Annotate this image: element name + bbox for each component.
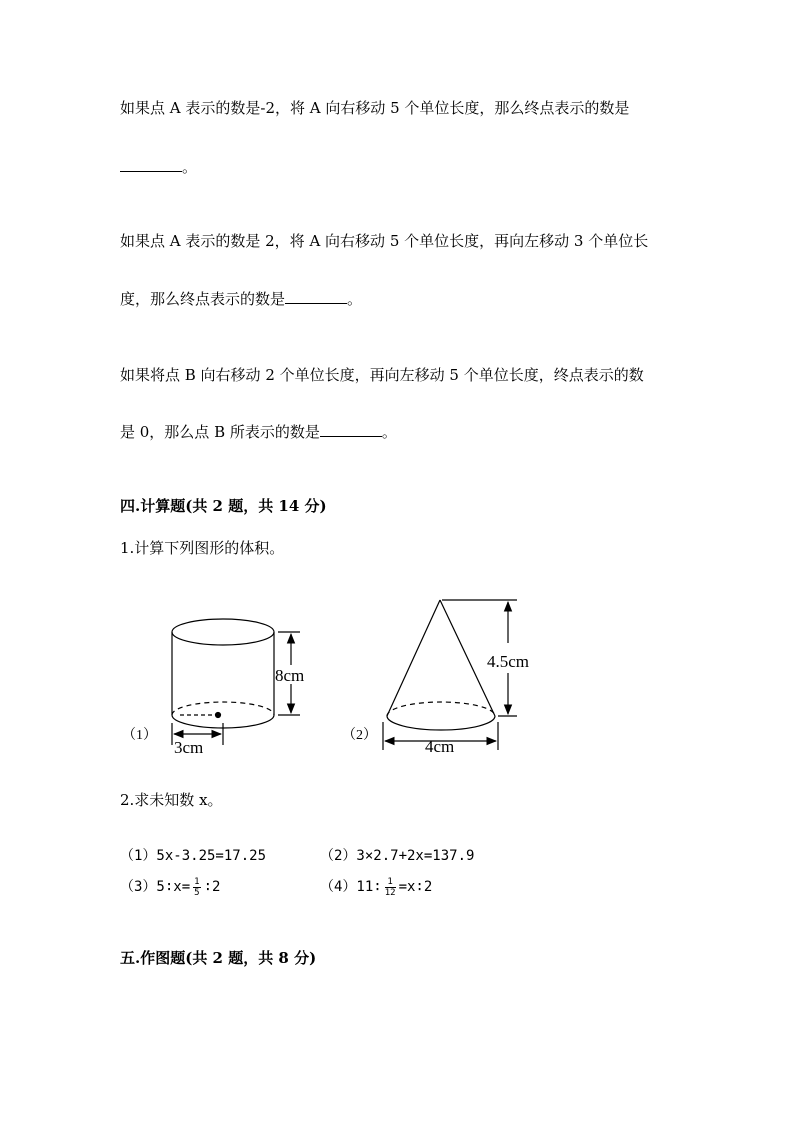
problem-1-line-1: 如果点 A 表示的数是-2，将 A 向右移动 5 个单位长度，那么终点表示的数是 <box>120 99 630 117</box>
cylinder-label: （1） <box>122 728 157 743</box>
problem-2-line-2 <box>120 288 362 309</box>
question-1-prompt: 1.计算下列图形的体积。 <box>120 539 285 557</box>
equation-4 <box>320 876 432 898</box>
cone-base-front <box>387 716 495 730</box>
problem-3-answer-blank[interactable] <box>320 422 382 437</box>
problem-1-line-2 <box>120 156 197 177</box>
problem-2-line-1: 如果点 A 表示的数是 2，将 A 向右移动 5 个单位长度，再向左移动 3 个单位长 <box>120 232 649 250</box>
problem-2-answer-blank[interactable] <box>285 289 347 304</box>
cylinder-top-ellipse <box>172 619 274 645</box>
problem-1-line-2-suffix: 。 <box>182 158 198 176</box>
cone-base-back <box>387 702 495 716</box>
geometry-figures <box>0 580 794 810</box>
cylinder-radius-label: 3cm <box>174 738 204 757</box>
problem-2-line-2-prefix: 度，那么终点表示的数是 <box>120 290 286 308</box>
problem-3-line-1: 如果将点 B 向右移动 2 个单位长度，再向左移动 5 个单位长度，终点表示的数 <box>120 366 644 384</box>
cylinder-bottom-back <box>172 702 274 715</box>
problem-3-line-2 <box>120 421 397 442</box>
equation-4-numerator: 1 <box>385 877 396 888</box>
equation-2: （2）3×2.7+2x=137.9 <box>320 848 475 864</box>
section-5-heading: 五.作图题(共 2 题，共 8 分) <box>120 949 317 967</box>
cone-height-label: 4.5cm <box>487 652 530 671</box>
section-4-heading: 四.计算题(共 2 题，共 14 分) <box>120 497 327 515</box>
problem-1-answer-blank[interactable] <box>120 157 182 172</box>
cone-label: （2） <box>342 728 377 743</box>
equation-3-prefix: （3）5∶x= <box>120 879 191 895</box>
problem-2-line-2-suffix: 。 <box>347 290 363 308</box>
cone-left-slant <box>387 600 440 716</box>
equation-3-numerator: 1 <box>194 876 200 887</box>
cone-diameter-label: 4cm <box>425 737 455 756</box>
equation-4-fraction <box>385 877 396 898</box>
equation-3-fraction <box>193 877 200 898</box>
equation-3-denominator: 5 <box>194 887 200 898</box>
cylinder-height-label: 8cm <box>275 666 305 685</box>
equation-3-suffix: ∶2 <box>203 879 221 895</box>
equation-4-suffix: =x∶2 <box>398 879 433 895</box>
problem-3-line-2-prefix: 是 0，那么点 B 所表示的数是 <box>120 423 320 441</box>
equation-1: （1）5x-3.25=17.25 <box>120 848 267 864</box>
equation-4-denominator: 12 <box>384 887 396 898</box>
problem-3-line-2-suffix: 。 <box>381 423 397 441</box>
cylinder-center-dot <box>216 713 221 718</box>
cone-figure <box>383 600 517 750</box>
equation-3 <box>120 876 220 898</box>
equation-4-prefix: （4）11∶ <box>320 879 382 895</box>
question-2-prompt: 2.求未知数 x。 <box>120 791 223 809</box>
